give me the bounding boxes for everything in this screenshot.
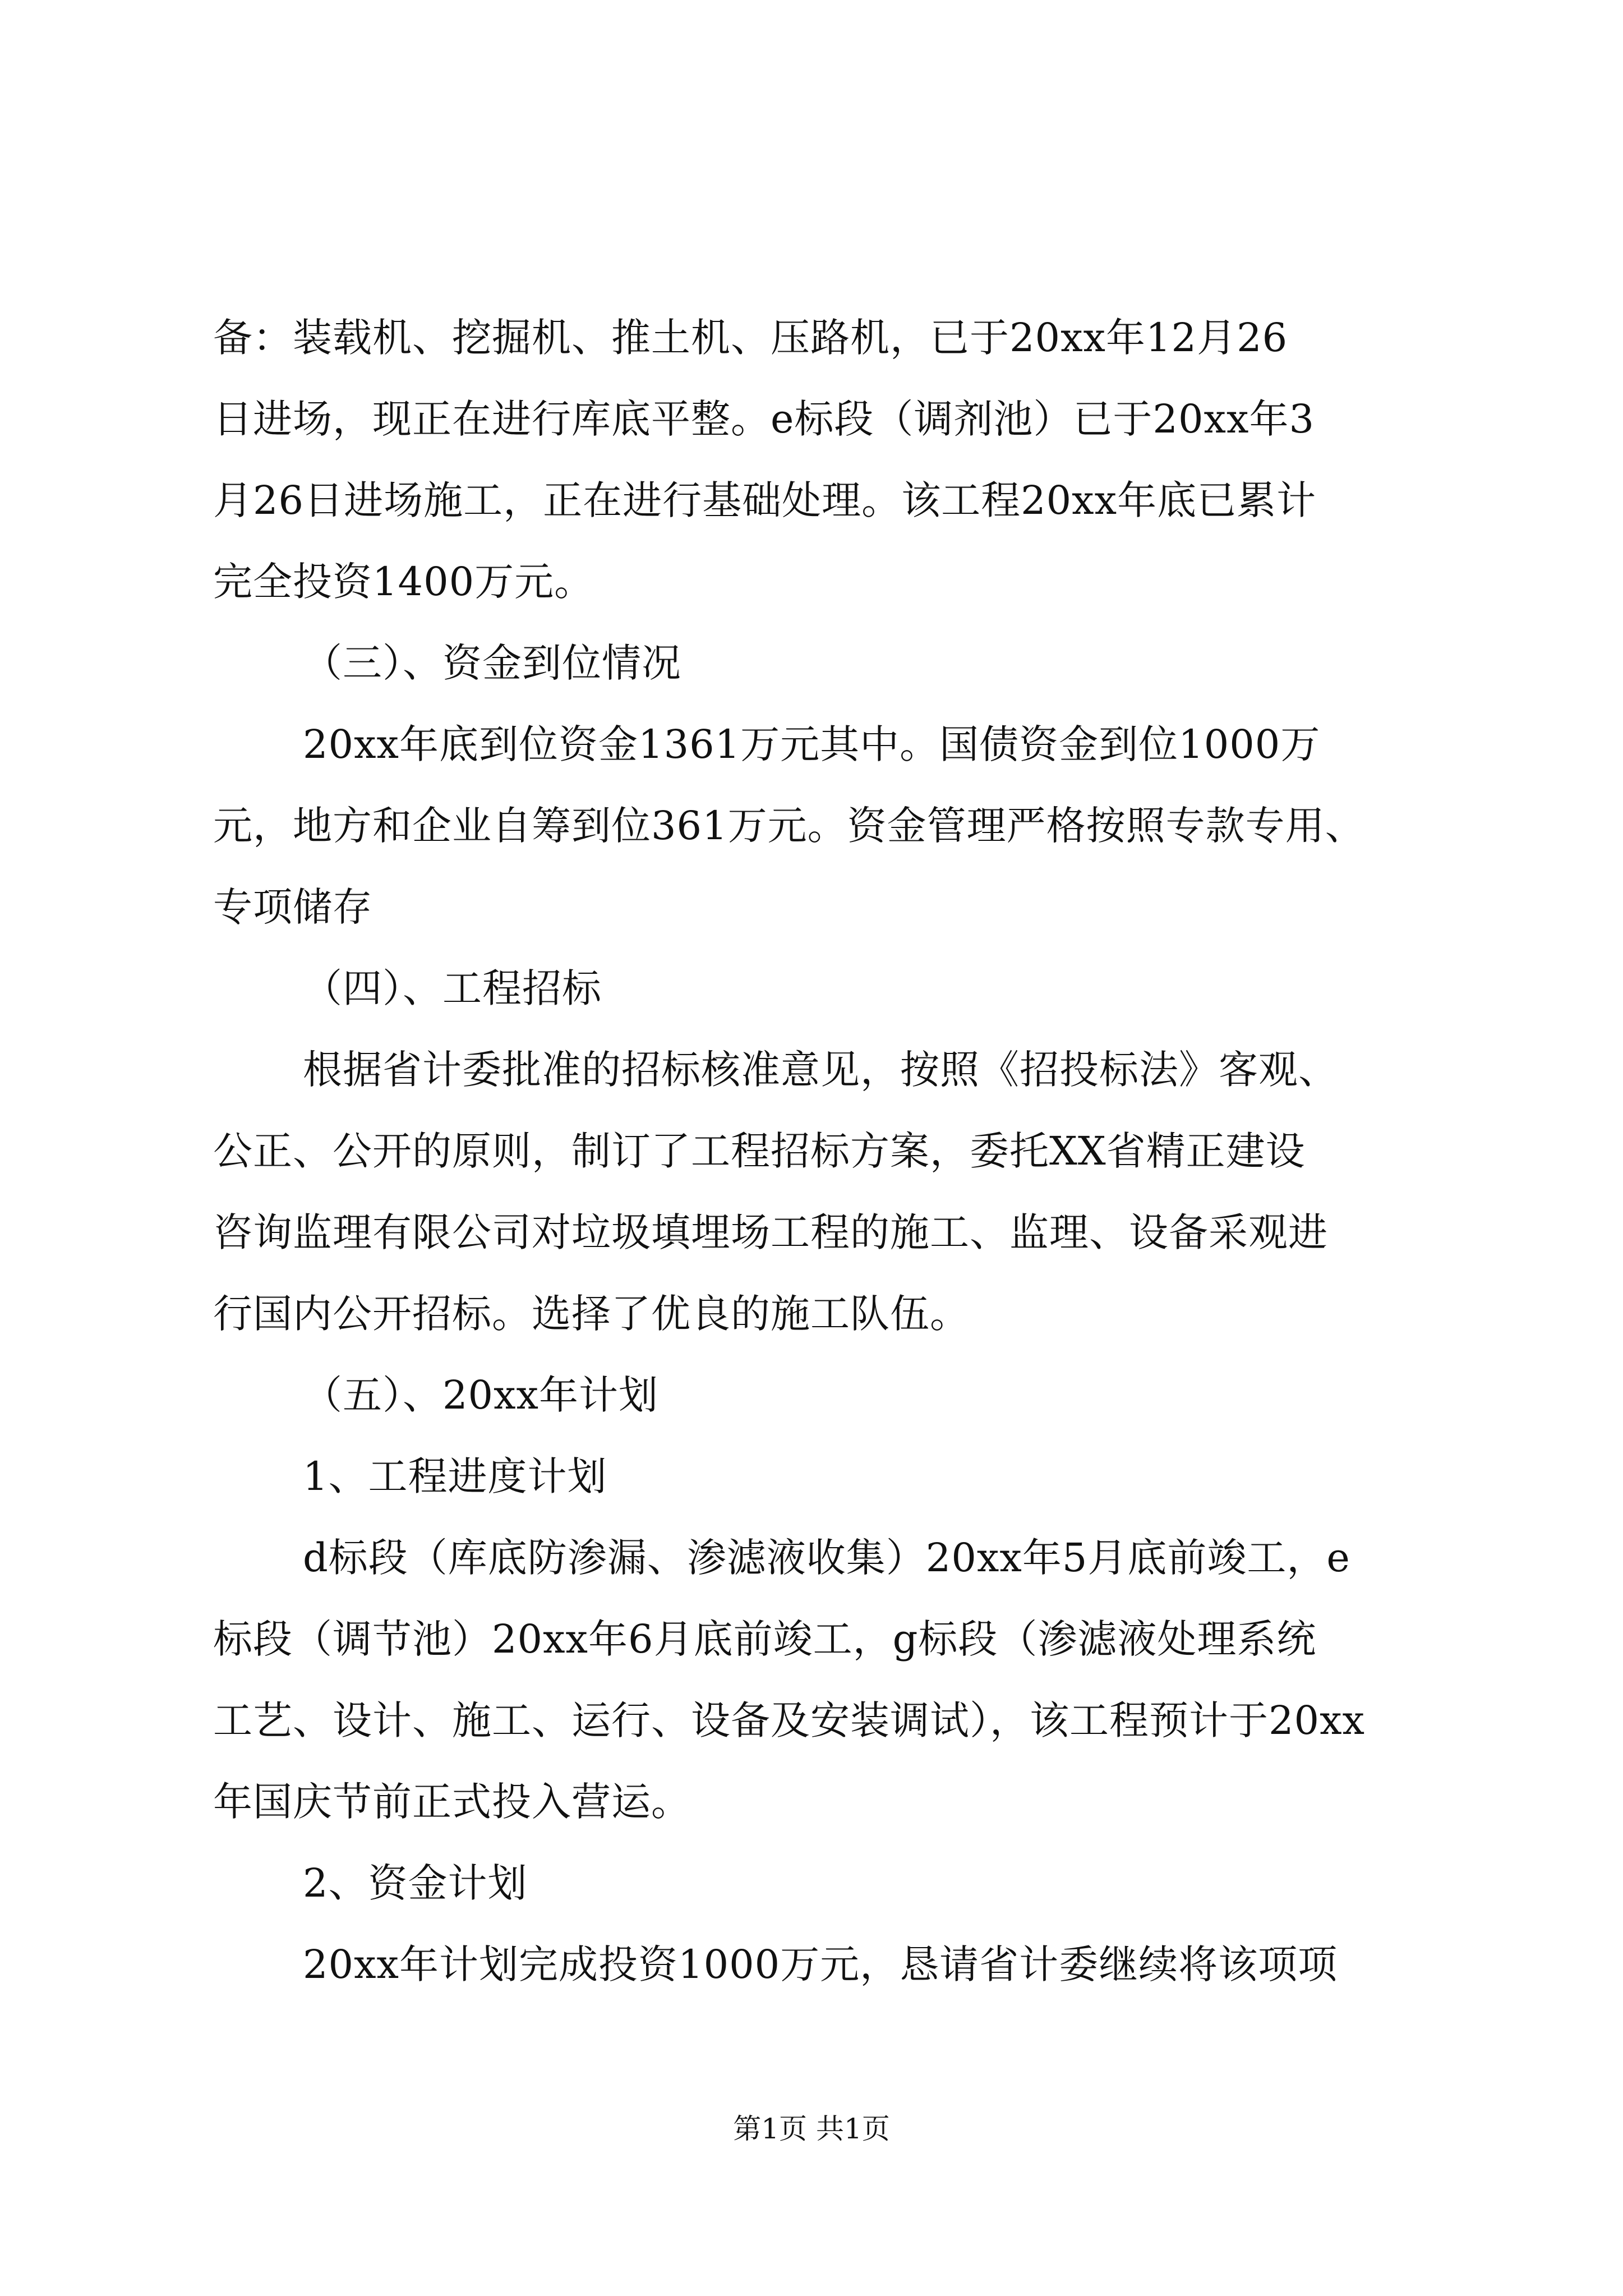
section-heading: （四）、工程招标 xyxy=(303,965,602,1011)
page-footer: 第1页 共1页 xyxy=(733,2113,890,2145)
document-body xyxy=(213,297,1481,2005)
text-line: 完全投资1400万元。 xyxy=(213,559,594,605)
text-line: 根据省计委批准的招标核准意见，按照《招投标法》客观、 xyxy=(303,1047,1338,1093)
text-line: 月26日进场施工，正在进行基础处理。该工程20xx年底已累计 xyxy=(213,477,1317,523)
text-line: 年国庆节前正式投入营运。 xyxy=(213,1779,691,1825)
section-heading: （三）、资金到位情况 xyxy=(303,640,681,686)
text-line: 20xx年底到位资金1361万元其中。国债资金到位1000万 xyxy=(303,721,1321,767)
text-line: 元，地方和企业自筹到位361万元。资金管理严格按照专款专用、 xyxy=(213,803,1365,849)
subsection-heading: 2、资金计划 xyxy=(303,1860,528,1906)
section-heading: （五）、20xx年计划 xyxy=(303,1372,659,1418)
subsection-heading: 1、工程进度计划 xyxy=(303,1453,607,1499)
text-line: 行国内公开招标。选择了优良的施工队伍。 xyxy=(213,1291,970,1337)
text-line: d标段（库底防渗漏、渗滤液收集）20xx年5月底前竣工，e xyxy=(303,1535,1350,1581)
text-line: 咨询监理有限公司对垃圾填埋场工程的施工、监理、设备采观进 xyxy=(213,1209,1328,1255)
text-line: 日进场，现正在进行库底平整。e标段（调剂池）已于20xx年3 xyxy=(213,396,1315,442)
text-line: 备：装载机、挖掘机、推土机、压路机，已于20xx年12月26 xyxy=(213,315,1288,361)
text-line: 20xx年计划完成投资1000万元，恳请省计委继续将该项项 xyxy=(303,1941,1338,1987)
text-line: 工艺、设计、施工、运行、设备及安装调试），该工程预计于20xx xyxy=(213,1697,1366,1743)
text-line: 公正、公开的原则，制订了工程招标方案，委托XX省精正建设 xyxy=(213,1128,1306,1174)
text-line: 标段（调节池）20xx年6月底前竣工，g标段（渗滤液处理系统 xyxy=(213,1616,1317,1662)
text-line: 专项储存 xyxy=(213,884,372,930)
